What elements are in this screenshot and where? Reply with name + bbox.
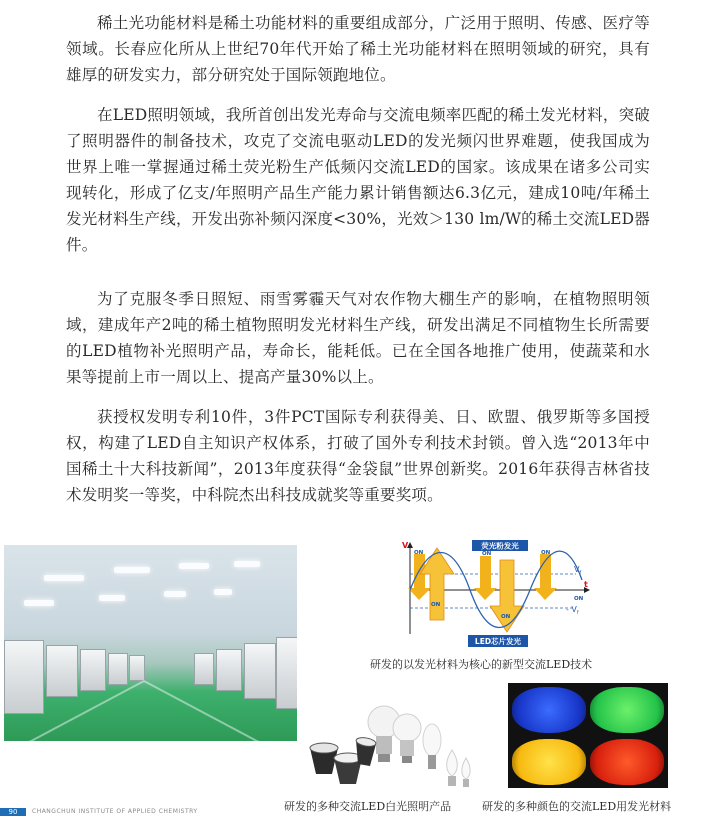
on-label: ON xyxy=(482,551,492,557)
led-bulb-products-photo xyxy=(304,700,474,790)
caption-diagram: 研发的以发光材料为核心的新型交流LED技术 xyxy=(370,658,593,671)
paragraph-intro: 稀土光功能材料是稀土功能材料的重要组成部分，广泛用于照明、传感、医疗等领域。长春应化所从上世纪70年代开始了稀土光功能材料在照明领域的研究，具有雄厚的研发实力，部分研究处于国际领跑地位。 xyxy=(66,14,650,84)
vf-positive-label: $V_f$ xyxy=(574,565,582,576)
on-label: ON xyxy=(541,550,551,556)
paragraph-led-lighting: 在LED照明领域，我所首创出发光寿命与交流电频率匹配的稀土发光材料，突破了照明器件的制备技术，攻克了交流电驱动LED的发光频闪世界难题，使我国成为世界上唯一掌握通过稀土荧光粉生产低频闪交流LED的国家。该成果在诸多公司实现转化，形成了亿支/年照明产品生产能力累计销售额达6.3亿元，建成10吨/年稀土发光材料生产线，开发出弥补频闪深度<30%，光效＞130 lm/W的稀土交流LED器件。 xyxy=(66,106,650,254)
yellow-phosphor-sample xyxy=(512,739,586,785)
led-chip-emission-label: LED芯片发光 xyxy=(474,637,522,646)
axis-v-label: V xyxy=(402,541,409,550)
on-label: ON xyxy=(414,550,424,556)
caption-colors: 研发的多种颜色的交流LED用发光材料 xyxy=(482,800,672,813)
colored-phosphor-materials-photo xyxy=(508,683,668,788)
red-phosphor-sample xyxy=(590,739,664,785)
phosphor-emission-label: 荧光粉发光 xyxy=(481,541,519,551)
caption-products: 研发的多种交流LED白光照明产品 xyxy=(284,800,452,813)
axis-t-label: t xyxy=(584,580,588,589)
green-phosphor-sample xyxy=(590,687,664,733)
on-label: ON xyxy=(501,614,511,620)
institute-name-footer: CHANGCHUN INSTITUTE OF APPLIED CHEMISTRY xyxy=(32,808,198,815)
paragraph-plant-lighting: 为了克服冬季日照短、雨雪雾霾天气对农作物大棚生产的影响，在植物照明领域，建成年产2吨的稀土植物照明发光材料生产线，研发出满足不同植物生长所需要的LED植物补光照明产品，寿命长，能耗低。已在全国各地推广使用，使蔬菜和水果等提前上市一周以上、提高产量30%以上。 xyxy=(66,290,650,386)
paragraph-patents-awards: 获授权发明专利10件，3件PCT国际专利获得美、日、欧盟、俄罗斯等多国授权，构建了LED自主知识产权体系，打破了国外专利技术封锁。曾入选“2013年中国稀土十大科技新闻”，2013年度获得“金袋鼠”世界创新奖。2016年获得吉林省技术发明奖一等奖，中科院杰出科技成就奖等重要奖项。 xyxy=(66,408,650,504)
on-label: ON xyxy=(574,596,584,602)
blue-phosphor-sample xyxy=(512,687,586,733)
factory-production-line-photo xyxy=(4,545,297,741)
vf-negative-label: - $V_f$ xyxy=(566,605,579,616)
page-number-badge: 90 xyxy=(0,808,26,816)
ac-led-waveform-diagram xyxy=(400,540,590,648)
on-label: ON xyxy=(431,602,441,608)
